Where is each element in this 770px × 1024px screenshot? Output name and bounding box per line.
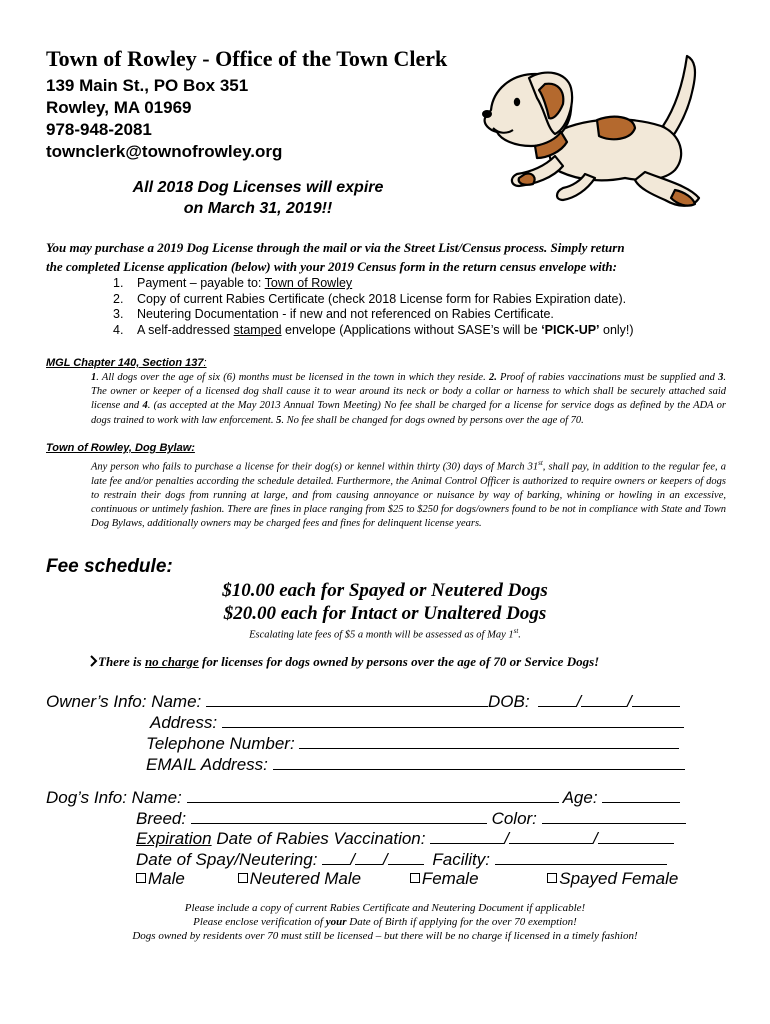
fee-intact: $20.00 each for Intact or Unaltered Dogs xyxy=(223,603,547,624)
note-line2: Please enclose verification of your Date of Birth if applying for the over 70 exemption! xyxy=(193,916,577,928)
spay-year-field[interactable] xyxy=(388,848,424,865)
spay-neuter-row: Date of Spay/Neutering: / / Facility: xyxy=(136,848,667,870)
owner-email-row: EMAIL Address: xyxy=(146,753,685,775)
page-title: Town of Rowley - Office of the Town Clerk xyxy=(46,46,448,71)
list-item: 2. Copy of current Rabies Certificate (check 2018 License form for Rabies Expiration date). xyxy=(113,291,627,306)
dog-name-row: Dog’s Info: Name: Age: xyxy=(46,786,680,808)
intro-line2: the completed License application (below) with your 2019 Census form in the return census envelope with: xyxy=(46,259,617,274)
owner-phone-row: Telephone Number: xyxy=(146,732,679,754)
male-checkbox[interactable]: Male xyxy=(136,869,185,888)
dog-illustration-icon xyxy=(475,48,705,218)
checkbox-icon xyxy=(238,873,248,883)
late-fee-note: Escalating late fees of $5 a month will be assessed as of May 1st. xyxy=(249,627,521,641)
dob-day-field[interactable] xyxy=(581,690,627,707)
facility-field[interactable] xyxy=(495,848,667,865)
sex-options-row xyxy=(136,869,678,889)
mgl-text: 1. All dogs over the age of six (6) months must be licensed in the town in which they reside. 2. Proof of rabies vaccinations must be supplied and 3. The owner or keeper of a licensed dog shall cause it to wear around its neck or body a collar or harness to which shall be securely attached said license and 4. (as accepted at the May 2013 Annual Town Meeting) No fee shall be charged for a license for service dogs as defined by the ADA or dogs trained to work with law enforcement. 5. No fee shall be changed for dogs owned by persons over the age of 70. xyxy=(91,372,727,426)
checkbox-icon xyxy=(410,873,420,883)
list-item: 4. A self-addressed stamped envelope (Applications without SASE’s will be ‘PICK-UP’ only!) xyxy=(113,322,634,337)
rabies-month-field[interactable] xyxy=(430,827,504,844)
rabies-day-field[interactable] xyxy=(509,827,593,844)
mgl-heading: MGL Chapter 140, Section 137: xyxy=(46,357,207,369)
fee-schedule-heading: Fee schedule: xyxy=(46,556,173,577)
dob-year-field[interactable] xyxy=(632,690,680,707)
dob-month-field[interactable] xyxy=(538,690,576,707)
note-line1: Please include a copy of current Rabies Certificate and Neutering Document if applicable! xyxy=(184,902,586,914)
rabies-expiration-row: Expiration Date of Rabies Vaccination: / / xyxy=(136,827,674,849)
dog-name-field[interactable] xyxy=(187,786,559,803)
dog-age-field[interactable] xyxy=(602,786,680,803)
rabies-year-field[interactable] xyxy=(598,827,674,844)
neutered-male-checkbox[interactable]: Neutered Male xyxy=(238,869,362,888)
street-address: 139 Main St., PO Box 351 xyxy=(46,76,249,95)
fee-spayed: $10.00 each for Spayed or Neutered Dogs xyxy=(222,580,548,601)
intro-paragraph xyxy=(46,238,736,276)
intro-line1: You may purchase a 2019 Dog License through the mail or via the Street List/Census process. Simply return xyxy=(46,240,625,255)
dog-color-field[interactable] xyxy=(542,807,686,824)
phone-number: 978-948-2081 xyxy=(46,120,152,139)
email-address: townclerk@townofrowley.org xyxy=(46,142,283,161)
list-item: 3. Neutering Documentation - if new and not referenced on Rabies Certificate. xyxy=(113,307,554,321)
owner-name-row: Owner’s Info: Name: DOB: / / xyxy=(46,690,680,712)
owner-address-row: Address: xyxy=(150,711,684,733)
expire-notice-line1: All 2018 Dog Licenses will expire xyxy=(132,179,384,196)
bylaw-text: Any person who fails to purchase a license for their dog(s) or kennel within thirty (30) days of March 31st, shall pay, in addition to the regular fee, a late fee and/or penalties according the schedule detailed. Furthermore, the Animal Control Officer is authorized to require owners or keepers of dogs to restrain their dogs from running at large, and from causing annoyance or nuisance by way of barking, whining or howling in an excessive, continuous or untimely fashion. There are fines in place ranging from $25 to $250 for dogs/owners found to be not in compliance with State and Town Dog Bylaws, additionally owners may be charged fees and fines for delinquent license years. xyxy=(91,459,726,530)
dog-breed-row: Breed: Color: xyxy=(136,807,686,829)
expire-notice-line2: on March 31, 2019!! xyxy=(183,200,333,217)
list-item: 1. Payment – payable to: Town of Rowley xyxy=(113,276,353,290)
owner-address-field[interactable] xyxy=(222,711,684,728)
arrow-bullet-icon xyxy=(90,655,98,667)
requirements-list xyxy=(113,276,634,338)
note-line3: Dogs owned by residents over 70 must still be licensed – but there will be no charge if licensed in a timely fashion! xyxy=(132,930,638,942)
city-address: Rowley, MA 01969 xyxy=(46,98,192,117)
owner-name-field[interactable] xyxy=(206,690,488,707)
female-checkbox[interactable]: Female xyxy=(410,869,479,888)
owner-phone-field[interactable] xyxy=(299,732,679,749)
dog-breed-field[interactable] xyxy=(191,807,487,824)
spayed-female-checkbox[interactable]: Spayed Female xyxy=(547,869,678,888)
checkbox-icon xyxy=(547,873,557,883)
spay-month-field[interactable] xyxy=(322,848,350,865)
no-charge-note: There is no charge for licenses for dogs owned by persons over the age of 70 or Service Dogs! xyxy=(90,654,599,670)
spay-day-field[interactable] xyxy=(355,848,383,865)
bylaw-heading: Town of Rowley, Dog Bylaw: xyxy=(46,442,195,454)
owner-email-field[interactable] xyxy=(273,753,685,770)
checkbox-icon xyxy=(136,873,146,883)
